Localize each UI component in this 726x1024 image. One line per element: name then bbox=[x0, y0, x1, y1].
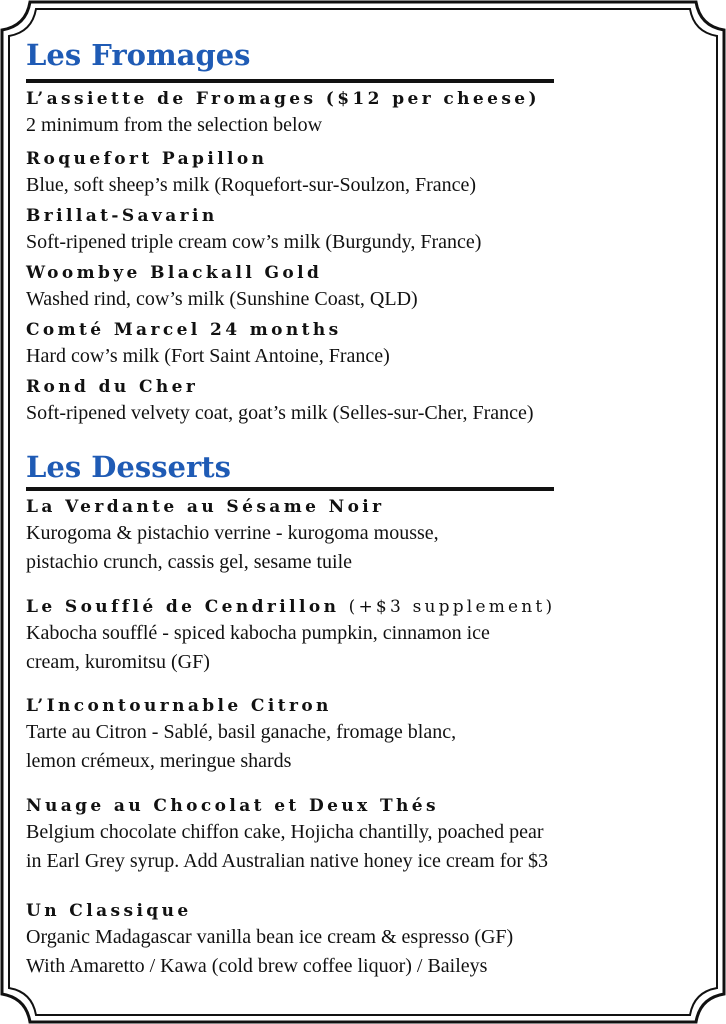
cheese-name-woombye: Woombye Blackall Gold bbox=[26, 263, 323, 283]
dessert-desc-nuage-2: in Earl Grey syrup. Add Australian native honey ice cream for $3 bbox=[26, 850, 549, 872]
cheese-name-roquefort: Roquefort Papillon bbox=[26, 149, 268, 169]
dessert-supplement-note: (+$3 supplement) bbox=[348, 597, 556, 617]
dessert-name-classique: Un Classique bbox=[26, 901, 192, 921]
dessert-name-souffle-text: Le Soufflé de Cendrillon bbox=[26, 597, 340, 617]
dessert-desc-souffle-1: Kabocha soufflé - spiced kabocha pumpkin, cinnamon ice bbox=[26, 622, 490, 644]
dessert-name-souffle bbox=[26, 596, 555, 618]
dessert-name-citron: L’Incontournable Citron bbox=[26, 696, 332, 716]
fromages-title: Les Fromages bbox=[26, 38, 251, 72]
cheese-name-rond: Rond du Cher bbox=[26, 377, 199, 397]
fromages-rule bbox=[26, 79, 554, 83]
dessert-name-nuage: Nuage au Chocolat et Deux Thés bbox=[26, 796, 439, 816]
cheese-desc-roquefort: Blue, soft sheep’s milk (Roquefort-sur-Soulzon, France) bbox=[26, 174, 477, 196]
cheese-desc-woombye: Washed rind, cow’s milk (Sunshine Coast, QLD) bbox=[26, 288, 418, 310]
dessert-desc-classique-1: Organic Madagascar vanilla bean ice cream & espresso (GF) bbox=[26, 926, 514, 948]
cheese-desc-comte: Hard cow’s milk (Fort Saint Antoine, France) bbox=[26, 345, 390, 367]
cheese-desc-brillat: Soft-ripened triple cream cow’s milk (Burgundy, France) bbox=[26, 231, 482, 253]
cheese-name-brillat: Brillat-Savarin bbox=[26, 206, 218, 226]
dessert-desc-souffle-2: cream, kuromitsu (GF) bbox=[26, 651, 210, 673]
cheese-platter-desc: 2 minimum from the selection below bbox=[26, 114, 323, 136]
dessert-desc-citron-1: Tarte au Citron - Sablé, basil ganache, fromage blanc, bbox=[26, 721, 457, 743]
dessert-desc-verdante-2: pistachio crunch, cassis gel, sesame tuile bbox=[26, 551, 353, 573]
dessert-desc-classique-2: With Amaretto / Kawa (cold brew coffee liquor) / Baileys bbox=[26, 955, 488, 977]
dessert-desc-verdante-1: Kurogoma & pistachio verrine - kurogoma mousse, bbox=[26, 522, 439, 544]
dessert-desc-nuage-1: Belgium chocolate chiffon cake, Hojicha chantilly, poached pear bbox=[26, 821, 544, 843]
cheese-platter-name: L’assiette de Fromages ($12 per cheese) bbox=[26, 89, 540, 109]
desserts-title: Les Desserts bbox=[26, 450, 231, 484]
dessert-desc-citron-2: lemon crémeux, meringue shards bbox=[26, 750, 292, 772]
cheese-desc-rond: Soft-ripened velvety coat, goat’s milk (Selles-sur-Cher, France) bbox=[26, 402, 534, 424]
desserts-rule bbox=[26, 487, 554, 491]
cheese-name-comte: Comté Marcel 24 months bbox=[26, 320, 342, 340]
dessert-name-verdante: La Verdante au Sésame Noir bbox=[26, 497, 385, 517]
